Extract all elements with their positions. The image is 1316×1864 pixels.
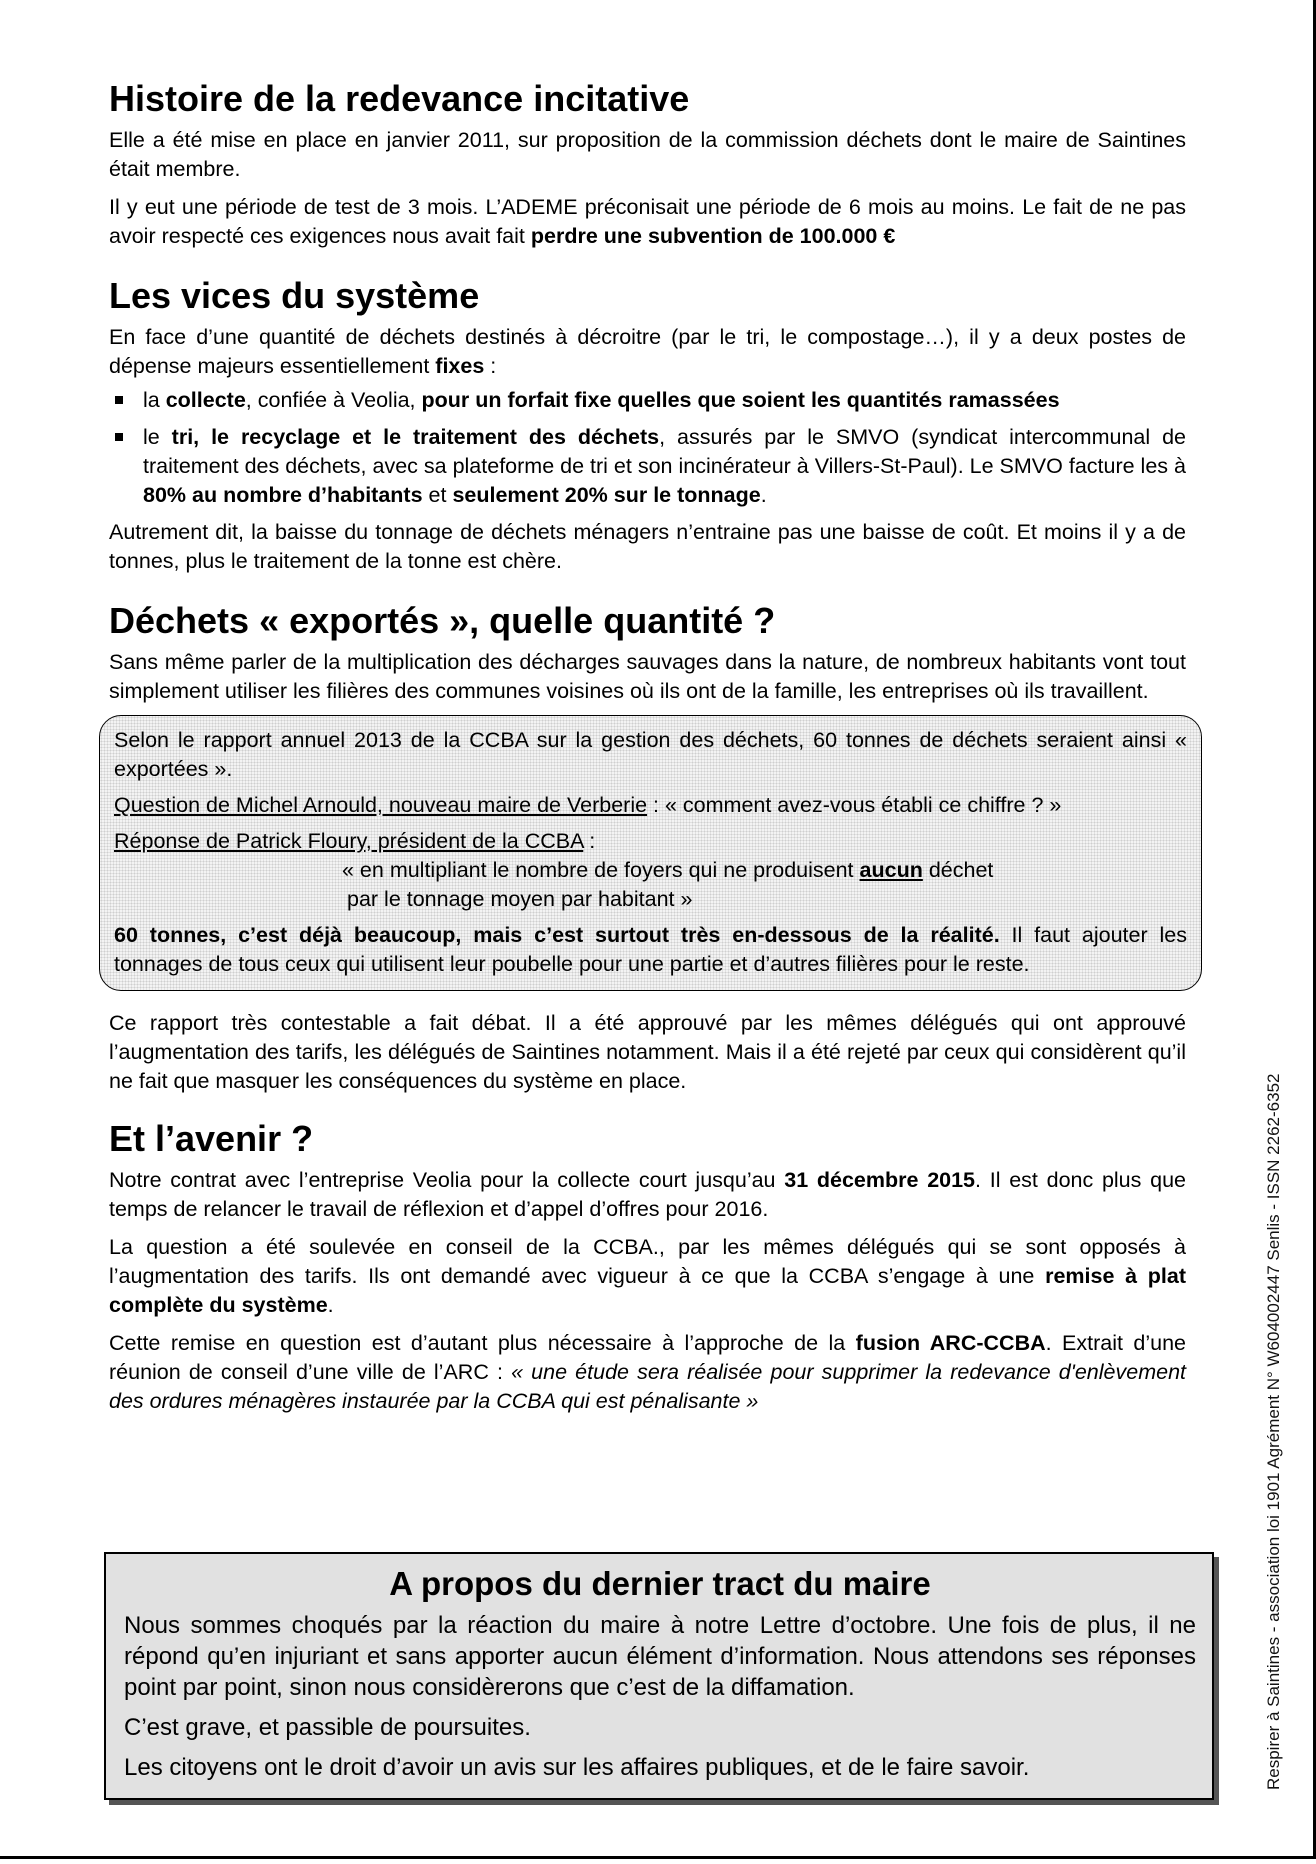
section-title: Histoire de la redevance incitative: [109, 78, 690, 119]
paragraph: La question a été soulevée en conseil de la CCBA., par les mêmes délégués qui se sont opposés à l’augmentation des tarifs. Ils ont demandé avec vigueur à ce que la CCBA s’engage à une remise à plat complète du système.: [109, 1235, 1186, 1317]
section-future: [109, 1118, 1186, 1416]
section-title: Et l’avenir ?: [109, 1118, 314, 1159]
paragraph: Elle a été mise en place en janvier 2011, sur proposition de la commission déchets dont le maire de Saintines était membre.: [109, 128, 1186, 181]
section-title: Les vices du système: [109, 275, 480, 316]
paragraph: Selon le rapport annuel 2013 de la CCBA sur la gestion des déchets, 60 tonnes de déchets seraient ainsi « exportées ».: [114, 728, 1187, 781]
side-publisher-text: Respirer à Saintines - association loi 1901 Agrément N° W604002447 Senlis - ISSN 2262-6352: [1264, 1073, 1283, 1790]
question-line: Question de Michel Arnould, nouveau maire de Verberie : « comment avez-vous établi ce chiffre ? »: [114, 793, 1062, 817]
list-item: le tri, le recyclage et le traitement des déchets, assurés par le SMVO (syndicat intercommunal de traitement des déchets, avec sa plateforme de tri et son incinérateur à Villers-St-Paul). Le SMVO facture les à 80% au nombre d’habitants et seulement 20% sur le tonnage.: [109, 423, 1186, 510]
paragraph: Cette remise en question est d’autant plus nécessaire à l’approche de la fusion ARC-CCBA. Extrait d’une réunion de conseil d’une ville de l’ARC : « une étude sera réalisée pour supprimer la redevance d'enlèvement des ordures ménagères instaurée par la CCBA qui est pénalisante »: [109, 1331, 1186, 1413]
paragraph: C’est grave, et passible de poursuites.: [124, 1714, 531, 1741]
paragraph: Il y eut une période de test de 3 mois. L’ADEME préconisait une période de 6 mois au moins. Le fait de ne pas avoir respecté ces exigences nous avait fait perdre une subvention de 100.000 €: [109, 195, 1186, 248]
list-item: la collecte, confiée à Veolia, pour un forfait fixe quelles que soient les quantités ramassées: [109, 386, 1186, 415]
paragraph: Sans même parler de la multiplication des décharges sauvages dans la nature, de nombreux habitants vont tout simplement utiliser les filières des communes voisines où ils ont de la famille, les entreprises où ils travaillent.: [109, 650, 1186, 703]
answer-quote-line: « en multipliant le nombre de foyers qui ne produisent aucun déchet: [342, 858, 994, 882]
section-exports: [109, 600, 1186, 1096]
paragraph: Ce rapport très contestable a fait débat. Il a été approuvé par les mêmes délégués qui ont approuvé l’augmentation des tarifs, les délégués de Saintines notamment. Mais il a été rejeté par ceux qui considèrent qu’il ne fait que masquer les conséquences du système en place.: [109, 1011, 1186, 1093]
paragraph: Autrement dit, la baisse du tonnage de déchets ménagers n’entraine pas une baisse de coût. Et moins il y a de tonnes, plus le traitement de la tonne est chère.: [109, 520, 1186, 573]
answer-label: Réponse de Patrick Floury, président de la CCBA :: [114, 829, 596, 853]
paragraph: Les citoyens ont le droit d’avoir un avis sur les affaires publiques, et de le faire savoir.: [124, 1754, 1030, 1781]
paragraph: 60 tonnes, c’est déjà beaucoup, mais c’est surtout très en-dessous de la réalité. Il faut ajouter les tonnages de tous ceux qui utilisent leur poubelle pour une partie et d’autres filières pour le reste.: [114, 923, 1187, 976]
section-vices: [109, 275, 1186, 576]
bullet-list: [109, 386, 1186, 510]
section-title: Déchets « exportés », quelle quantité ?: [109, 600, 776, 641]
bullet-square-icon: [115, 433, 123, 441]
paragraph: Nous sommes choqués par la réaction du maire à notre Lettre d’octobre. Une fois de plus, il ne répond qu’en injuriant et sans apporter aucun élément d’information. Nous attendons ses réponses point par point, sinon nous considèrerons que c’est de la diffamation.: [124, 1612, 1196, 1701]
answer-quote-line: par le tonnage moyen par habitant »: [347, 887, 693, 911]
paragraph: Notre contrat avec l’entreprise Veolia pour la collecte court jusqu’au 31 décembre 2015. Il est donc plus que temps de relancer le travail de réflexion et d’appel d’offres pour 2016.: [109, 1168, 1186, 1221]
quote-box: [99, 715, 1202, 991]
bullet-square-icon: [115, 396, 123, 404]
article-content: [109, 78, 1186, 1440]
paragraph: En face d’une quantité de déchets destinés à décroitre (par le tri, le compostage…), il y a deux postes de dépense majeurs essentiellement fixes :: [109, 325, 1186, 378]
section-history: [109, 78, 1186, 251]
box-title: A propos du dernier tract du maire: [389, 1565, 931, 1602]
mayor-tract-box: [104, 1552, 1214, 1800]
